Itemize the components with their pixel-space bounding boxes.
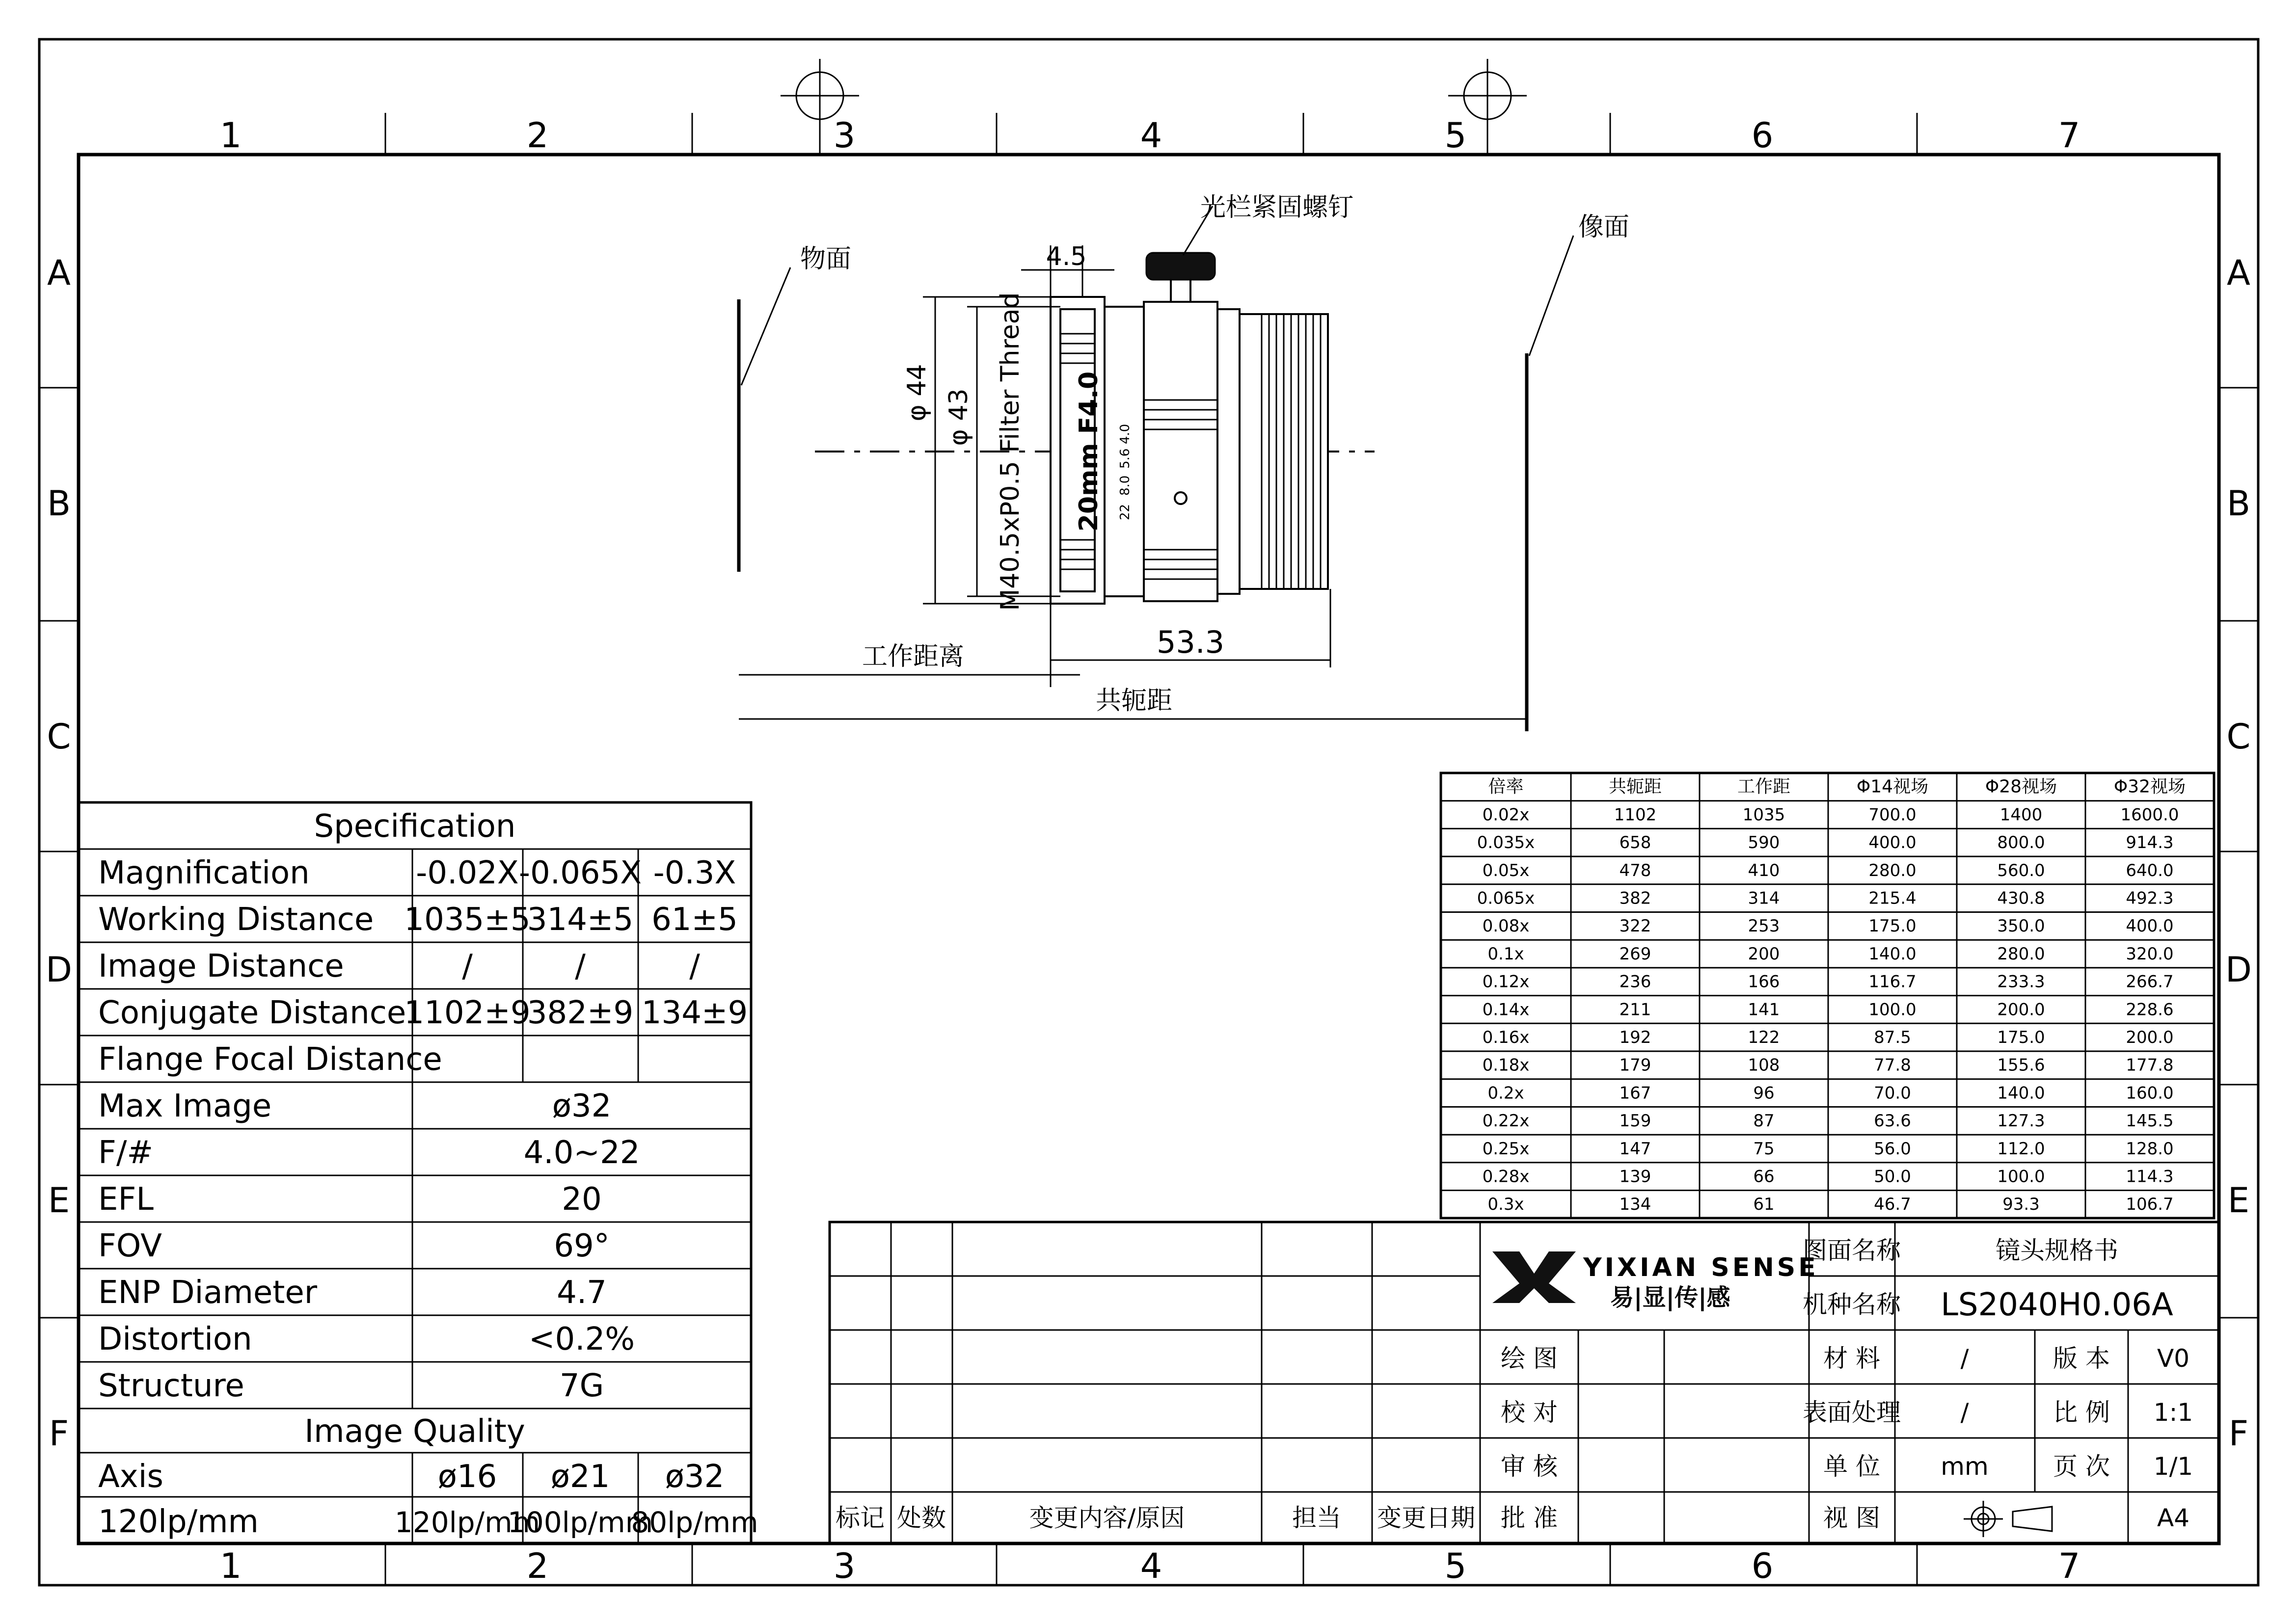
page-value: 1/1 — [2153, 1452, 2193, 1481]
aperture-mark: 5.6 — [1118, 448, 1133, 469]
title-block — [830, 1222, 2219, 1543]
dim-phi43-label: φ 43 — [944, 388, 973, 446]
mag-table-cell: 492.3 — [2126, 888, 2174, 908]
view-label: 视 图 — [1823, 1504, 1880, 1532]
mag-table-cell: 322 — [1619, 916, 1651, 936]
spec-value: / — [689, 948, 700, 984]
mag-table-cell: 0.22x — [1482, 1111, 1530, 1131]
lock-screw-label: 光栏紧固螺钉 — [1200, 193, 1354, 222]
mag-table-header: Φ28视场 — [1985, 776, 2057, 797]
spec-label: EFL — [98, 1181, 154, 1218]
spec-value: <0.2% — [528, 1321, 635, 1357]
image-plane-label: 像面 — [1578, 213, 1630, 242]
mag-table-cell: 46.7 — [1874, 1195, 1911, 1215]
lock-screw-head — [1146, 253, 1215, 280]
mag-table-cell: 400.0 — [2126, 916, 2174, 936]
lens-drawing — [739, 193, 1629, 731]
mag-table-cell: 177.8 — [2126, 1055, 2174, 1075]
iq-value: ø21 — [550, 1459, 610, 1495]
mag-table-cell: 658 — [1619, 833, 1651, 853]
mag-table-cell: 700.0 — [1868, 805, 1917, 825]
spec-value: 134±9 — [641, 995, 748, 1031]
spec-value: ø32 — [552, 1088, 612, 1124]
spec-label: Working Distance — [98, 902, 374, 938]
surface-label: 表面处理 — [1803, 1398, 1901, 1427]
sign-label: 批 准 — [1501, 1504, 1558, 1532]
lens-body — [1217, 309, 1240, 594]
mag-table-cell: 350.0 — [1997, 916, 2045, 936]
mag-table-cell: 320.0 — [2126, 944, 2174, 964]
row-label-left: F — [49, 1413, 69, 1454]
mag-table-cell: 192 — [1619, 1027, 1651, 1047]
sign-label: 校 对 — [1501, 1398, 1558, 1427]
spec-label: Conjugate Distance — [98, 995, 406, 1031]
mag-table-cell: 228.6 — [2126, 1000, 2174, 1020]
logo-x-mark — [1492, 1251, 1576, 1303]
version-value: V0 — [2157, 1344, 2190, 1373]
spec-label: Max Image — [98, 1088, 272, 1124]
mag-table-cell: 140.0 — [1868, 944, 1917, 964]
image-quality-title: Image Quality — [304, 1413, 525, 1450]
mag-table-cell: 410 — [1748, 860, 1780, 880]
spec-value: 314±5 — [527, 902, 634, 938]
spec-value: -0.065X — [518, 855, 642, 891]
mag-table-cell: 93.3 — [2002, 1195, 2040, 1215]
mag-table-cell: 1102 — [1614, 805, 1657, 825]
mag-table-cell: 139 — [1619, 1167, 1651, 1187]
scale-label: 比 例 — [2053, 1398, 2110, 1427]
mag-table-cell: 0.16x — [1482, 1027, 1530, 1047]
mag-table-cell: 314 — [1748, 888, 1780, 908]
mag-table-cell: 122 — [1748, 1027, 1780, 1047]
mag-table-cell: 215.4 — [1868, 888, 1917, 908]
rev-header: 标记 — [836, 1504, 885, 1532]
mag-table-cell: 0.28x — [1482, 1167, 1530, 1187]
mag-table-cell: 77.8 — [1874, 1055, 1911, 1075]
material-label: 材 料 — [1823, 1344, 1880, 1373]
mag-table-cell: 0.035x — [1477, 833, 1535, 853]
row-label-right: C — [2226, 717, 2251, 757]
col-label-bottom: 6 — [1751, 1546, 1774, 1586]
spec-value: / — [462, 948, 473, 984]
col-label-bottom: 3 — [833, 1546, 856, 1586]
iq-value: ø32 — [665, 1459, 725, 1495]
mag-table-cell: 382 — [1619, 888, 1651, 908]
conjugate-label: 共轭距 — [1095, 686, 1173, 716]
spec-label: Magnification — [98, 855, 310, 891]
mag-table-cell: 0.05x — [1482, 860, 1530, 880]
iq-value: ø16 — [437, 1459, 497, 1495]
mag-table-header: Φ32视场 — [2113, 776, 2186, 797]
row-label-right: D — [2225, 950, 2252, 990]
col-label-bottom: 2 — [526, 1546, 549, 1586]
projection-symbol-icon — [1964, 1501, 2052, 1537]
lens-engraving: 20mm F4.0 — [1074, 371, 1104, 532]
col-label-top: 1 — [219, 115, 242, 156]
mag-table-cell: 106.7 — [2126, 1195, 2174, 1215]
mag-table-cell: 800.0 — [1997, 833, 2045, 853]
object-plane-label: 物面 — [800, 244, 852, 274]
lock-screw-shaft — [1171, 277, 1190, 302]
row-label-left: B — [47, 483, 71, 524]
spec-label: FOV — [98, 1228, 162, 1264]
mag-table-cell: 50.0 — [1874, 1167, 1911, 1187]
logo-chinese-text: 易|显|传|感 — [1610, 1284, 1730, 1311]
spec-value: 4.0~22 — [523, 1135, 640, 1171]
iq-value: 80lp/mm — [631, 1506, 758, 1539]
mag-table-header: 共轭距 — [1608, 776, 1662, 797]
mag-table-cell: 560.0 — [1997, 860, 2045, 880]
drawing-name: 镜头规格书 — [1996, 1236, 2118, 1265]
dim-phi44-label: φ 44 — [902, 364, 932, 422]
iq-value: 120lp/mm — [394, 1506, 540, 1539]
material-value: / — [1960, 1344, 1969, 1373]
spec-label: ENP Diameter — [98, 1275, 318, 1311]
aperture-mark: 22 — [1118, 504, 1133, 520]
sign-label: 绘 图 — [1501, 1344, 1558, 1373]
spec-label: Distortion — [98, 1321, 252, 1357]
mag-table-cell: 430.8 — [1997, 888, 2045, 908]
mag-table-cell: 155.6 — [1997, 1055, 2045, 1075]
mag-table-cell: 0.3x — [1487, 1195, 1524, 1215]
mag-table-header: 倍率 — [1488, 776, 1524, 797]
logo-text: YIXIAN SENSE — [1583, 1253, 1819, 1282]
mag-table-cell: 266.7 — [2126, 972, 2174, 992]
mag-table-cell: 112.0 — [1997, 1139, 2045, 1159]
model-label: 机种名称 — [1803, 1290, 1901, 1319]
mag-table-cell: 108 — [1748, 1055, 1780, 1075]
col-label-top: 2 — [526, 115, 549, 156]
spec-value: 1102±9 — [404, 995, 531, 1031]
mag-table-cell: 87 — [1753, 1111, 1775, 1131]
mag-table-cell: 114.3 — [2126, 1167, 2174, 1187]
aperture-mark: 8.0 — [1118, 475, 1133, 496]
col-label-bottom: 7 — [2058, 1546, 2080, 1586]
mag-table-cell: 0.02x — [1482, 805, 1530, 825]
object-plane-leader — [741, 267, 790, 385]
spec-value: 4.7 — [557, 1275, 607, 1311]
row-label-right: A — [2227, 253, 2250, 293]
sign-label: 审 核 — [1501, 1452, 1558, 1481]
spec-value: 69° — [554, 1228, 610, 1264]
spec-value: -0.3X — [653, 855, 736, 891]
mag-table-cell: 160.0 — [2126, 1083, 2174, 1103]
mag-table-cell: 236 — [1619, 972, 1651, 992]
spec-label: F/# — [98, 1135, 153, 1171]
filter-thread-label: M40.5xP0.5 Filter Thread — [996, 292, 1025, 611]
mag-table-cell: 141 — [1748, 1000, 1780, 1020]
rev-header: 变更日期 — [1377, 1504, 1475, 1532]
mag-table-cell: 70.0 — [1874, 1083, 1911, 1103]
mag-table-cell: 280.0 — [1997, 944, 2045, 964]
mag-table-cell: 96 — [1753, 1083, 1775, 1103]
mag-table-cell: 640.0 — [2126, 860, 2174, 880]
mag-table-cell: 1035 — [1742, 805, 1785, 825]
mag-table-cell: 200.0 — [2126, 1027, 2174, 1047]
rev-header: 担当 — [1292, 1504, 1341, 1532]
paper-size: A4 — [2157, 1504, 2190, 1532]
col-label-bottom: 5 — [1444, 1546, 1467, 1586]
spec-value: 20 — [562, 1181, 602, 1218]
rev-header: 变更内容/原因 — [1029, 1504, 1185, 1532]
rev-header: 处数 — [897, 1504, 946, 1532]
mag-table-cell: 0.08x — [1482, 916, 1530, 936]
spec-value: 382±9 — [527, 995, 634, 1031]
mag-table-cell: 400.0 — [1868, 833, 1917, 853]
version-label: 版 本 — [2053, 1344, 2110, 1373]
row-label-right: B — [2226, 483, 2251, 524]
row-label-left: C — [47, 717, 71, 757]
mag-table-cell: 56.0 — [1874, 1139, 1911, 1159]
mag-table-header: Φ14视场 — [1856, 776, 1929, 797]
mag-table-cell: 0.2x — [1487, 1083, 1524, 1103]
spec-title: Specification — [314, 808, 516, 845]
row-label-right: F — [2228, 1413, 2249, 1454]
mag-table-cell: 590 — [1748, 833, 1780, 853]
col-label-top: 5 — [1444, 115, 1467, 156]
row-label-left: E — [48, 1180, 70, 1221]
spec-table — [79, 802, 758, 1543]
mag-table-cell: 159 — [1619, 1111, 1651, 1131]
mag-table-cell: 116.7 — [1868, 972, 1917, 992]
mag-table-cell: 200.0 — [1997, 1000, 2045, 1020]
mag-table-cell: 478 — [1619, 860, 1651, 880]
dim-4-5-label: 4.5 — [1046, 242, 1087, 271]
page-label: 页 次 — [2053, 1452, 2110, 1481]
spec-label: Image Distance — [98, 948, 344, 984]
mag-table-cell: 100.0 — [1868, 1000, 1917, 1020]
mag-table-cell: 87.5 — [1874, 1027, 1911, 1047]
col-label-bottom: 1 — [219, 1546, 242, 1586]
model-number: LS2040H0.06A — [1941, 1287, 2173, 1323]
mag-table-cell: 128.0 — [2126, 1139, 2174, 1159]
mag-table-cell: 63.6 — [1874, 1111, 1911, 1131]
mag-table-cell: 0.1x — [1487, 944, 1524, 964]
mag-table-cell: 233.3 — [1997, 972, 2045, 992]
spec-label: Flange Focal Distance — [98, 1041, 442, 1078]
mag-table-cell: 914.3 — [2126, 833, 2174, 853]
aperture-mark: 4.0 — [1118, 424, 1133, 444]
mag-table-cell: 166 — [1748, 972, 1780, 992]
mag-table-cell: 1400 — [1999, 805, 2043, 825]
spec-value: 7G — [559, 1368, 604, 1404]
spec-value: -0.02X — [416, 855, 519, 891]
spec-label: Structure — [98, 1368, 244, 1404]
spec-value: 61±5 — [651, 902, 738, 938]
mag-table-cell: 211 — [1619, 1000, 1651, 1020]
col-label-top: 3 — [833, 115, 856, 156]
mag-table-cell: 175.0 — [1997, 1027, 2045, 1047]
mag-table-cell: 61 — [1753, 1195, 1775, 1215]
row-label-left: A — [47, 253, 71, 293]
unit-value: mm — [1941, 1452, 1989, 1481]
working-distance-label: 工作距离 — [862, 642, 965, 671]
dim-53-3-label: 53.3 — [1156, 624, 1225, 660]
iq-value: 100lp/mm — [507, 1506, 653, 1539]
col-label-bottom: 4 — [1140, 1546, 1162, 1586]
spec-value: 1035±5 — [404, 902, 531, 938]
mag-table-cell: 269 — [1619, 944, 1651, 964]
mag-table-cell: 134 — [1619, 1195, 1651, 1215]
mag-table-cell: 0.25x — [1482, 1139, 1530, 1159]
magnification-table — [1441, 773, 2214, 1218]
row-label-left: D — [46, 950, 72, 990]
mag-table-cell: 253 — [1748, 916, 1780, 936]
mag-table-cell: 0.12x — [1482, 972, 1530, 992]
surface-value: / — [1960, 1398, 1969, 1427]
mag-table-cell: 280.0 — [1868, 860, 1917, 880]
col-label-top: 4 — [1140, 115, 1162, 156]
mag-table-cell: 0.14x — [1482, 1000, 1530, 1020]
mag-table-cell: 147 — [1619, 1139, 1651, 1159]
mag-table-cell: 0.065x — [1477, 888, 1535, 908]
mag-table-cell: 100.0 — [1997, 1167, 2045, 1187]
mag-table-header: 工作距 — [1737, 776, 1791, 797]
mag-table-cell: 140.0 — [1997, 1083, 2045, 1103]
iq-label: Axis — [98, 1459, 163, 1495]
col-label-top: 7 — [2058, 115, 2080, 156]
unit-label: 单 位 — [1823, 1452, 1880, 1481]
mag-table-cell: 75 — [1753, 1139, 1775, 1159]
mag-table-cell: 200 — [1748, 944, 1780, 964]
mag-table-cell: 127.3 — [1997, 1111, 2045, 1131]
mag-table-cell: 0.18x — [1482, 1055, 1530, 1075]
mag-table-cell: 145.5 — [2126, 1111, 2174, 1131]
col-label-top: 6 — [1751, 115, 1774, 156]
iq-label: 120lp/mm — [98, 1504, 259, 1540]
mag-table-cell: 179 — [1619, 1055, 1651, 1075]
mag-table-cell: 66 — [1753, 1167, 1775, 1187]
mag-table-cell: 1600.0 — [2120, 805, 2179, 825]
marker-dot — [1175, 492, 1187, 504]
mag-table-cell: 167 — [1619, 1083, 1651, 1103]
lens-aperture-ring — [1144, 302, 1217, 601]
image-plane-leader — [1529, 236, 1573, 356]
drawing-name-label: 图面名称 — [1803, 1236, 1901, 1265]
spec-value: / — [575, 948, 586, 984]
row-label-right: E — [2227, 1180, 2250, 1221]
scale-value: 1:1 — [2153, 1398, 2193, 1427]
mag-table-cell: 175.0 — [1868, 916, 1917, 936]
company-logo — [1492, 1251, 1819, 1311]
